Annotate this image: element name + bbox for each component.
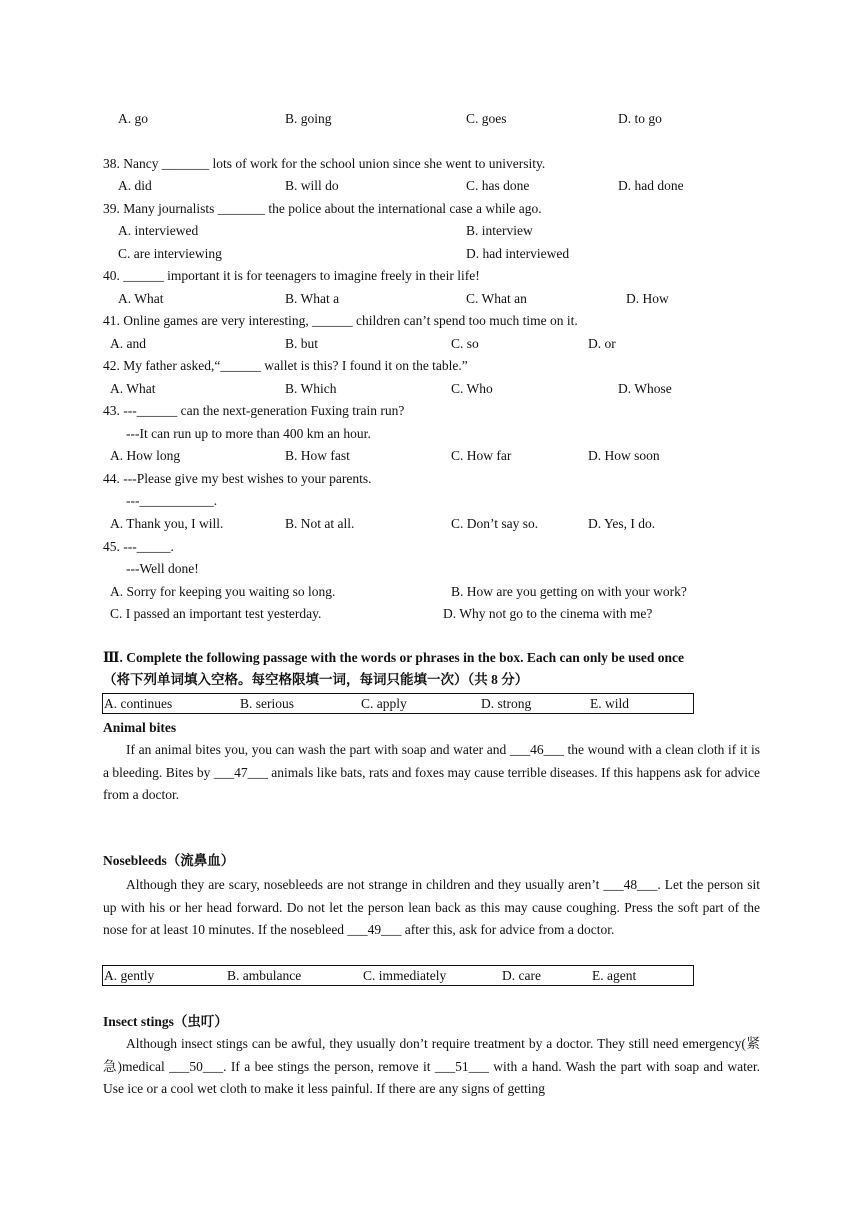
section-3-heading: Ⅲ. Complete the following passage with the words or phrases in the box. Each can only be used once [103,650,684,665]
nosebleeds-title: Nosebleeds（流鼻血） [103,853,235,868]
word-box-1-item: A. continues [104,696,173,711]
q41-option-d: D. or [588,336,616,351]
q45-option-c: C. I passed an important test yesterday. [110,606,322,621]
q41-stem: 41. Online games are very interesting, ______ children can’t spend too much time on it. [103,313,578,328]
q44-option-d: D. Yes, I do. [588,516,656,531]
q40-option-a: A. What [118,291,164,306]
word-box-2-item: C. immediately [363,968,447,983]
q39-stem: 39. Many journalists _______ the police about the international case a while ago. [103,201,542,216]
q40-option-c: C. What an [466,291,527,306]
q43-option-b: B. How fast [285,448,350,463]
q38-option-c: C. has done [466,178,530,193]
q40-option-b: B. What a [285,291,340,306]
q38-stem: 38. Nancy _______ lots of work for the school union since she went to university. [103,156,546,171]
q44-reply: ---___________. [126,493,218,508]
q38-option-b: B. will do [285,178,339,193]
q43-stem: 43. ---______ can the next-generation Fuxing train run? [103,403,405,418]
q42-option-d: D. Whose [618,381,672,396]
q45-option-a: A. Sorry for keeping you waiting so long. [110,584,336,599]
q43-option-c: C. How far [451,448,512,463]
q39-option-d: D. had interviewed [466,246,570,261]
q43-option-d: D. How soon [588,448,660,463]
word-box-1-item: C. apply [361,696,407,711]
q44-option-b: B. Not at all. [285,516,355,531]
q44-option-c: C. Don’t say so. [451,516,539,531]
q43-reply: ---It can run up to more than 400 km an hour. [126,426,371,441]
q37-option-a: A. go [118,111,148,126]
insect-stings-title: Insect stings（虫叮） [103,1014,228,1029]
insect-stings-passage: Although insect stings can be awful, they usually don’t require treatment by a doctor. They still need emergency(紧急)medical ___50___. If a bee stings the person, remove it ___51___ with a hand. Wash the part with soap and water. Use ice or a cool wet cloth to make it less painful. If there are any signs of getting [103,1036,760,1096]
word-box-1 [102,693,694,714]
q41-option-a: A. and [110,336,146,351]
q42-option-c: C. Who [451,381,493,396]
q37-option-d: D. to go [618,111,662,126]
section-3-heading-cn: （将下列单词填入空格。每空格限填一词，每词只能填一次）（共 8 分） [103,672,529,687]
word-box-2-item: A. gently [104,968,155,983]
q39-option-b: B. interview [466,223,533,238]
q38-option-d: D. had done [618,178,684,193]
q37-option-b: B. going [285,111,332,126]
word-box-1-item: D. strong [481,696,532,711]
q43-option-a: A. How long [110,448,181,463]
q44-option-a: A. Thank you, I will. [110,516,224,531]
q45-stem: 45. ---_____. [103,539,174,554]
q40-option-d: D. How [626,291,669,306]
q37-option-c: C. goes [466,111,507,126]
q42-option-b: B. Which [285,381,337,396]
nosebleeds-passage: Although they are scary, nosebleeds are not strange in children and they usually aren’t ___48___. Let the person sit up with his or her head forward. Do not let the person lean back as this may cause coughing. Press the soft part of the nose for at least 10 minutes. If the nosebleed ___49___ after this, ask for advice from a doctor. [103,877,760,937]
word-box-2 [102,965,694,986]
animal-bites-title: Animal bites [103,720,177,735]
q45-option-d: D. Why not go to the cinema with me? [443,606,653,621]
word-box-1-item: B. serious [240,696,294,711]
q44-stem: 44. ---Please give my best wishes to your parents. [103,471,372,486]
q45-reply: ---Well done! [126,561,199,576]
q41-option-c: C. so [451,336,479,351]
q39-option-c: C. are interviewing [118,246,222,261]
q40-stem: 40. ______ important it is for teenagers to imagine freely in their life! [103,268,480,283]
word-box-2-item: E. agent [592,968,637,983]
word-box-2-item: D. care [502,968,541,983]
word-box-2-item: B. ambulance [227,968,302,983]
q45-option-b: B. How are you getting on with your work? [451,584,687,599]
q39-option-a: A. interviewed [118,223,199,238]
q41-option-b: B. but [285,336,319,351]
q38-option-a: A. did [118,178,152,193]
q42-stem: 42. My father asked,“______ wallet is this? I found it on the table.” [103,358,468,373]
q42-option-a: A. What [110,381,156,396]
animal-bites-passage: If an animal bites you, you can wash the part with soap and water and ___46___ the wound with a clean cloth if it is a bleeding. Bites by ___47___ animals like bats, rats and foxes may cause terrible diseases. If this happens ask for advice from a doctor. [103,742,760,802]
word-box-1-item: E. wild [590,696,629,711]
